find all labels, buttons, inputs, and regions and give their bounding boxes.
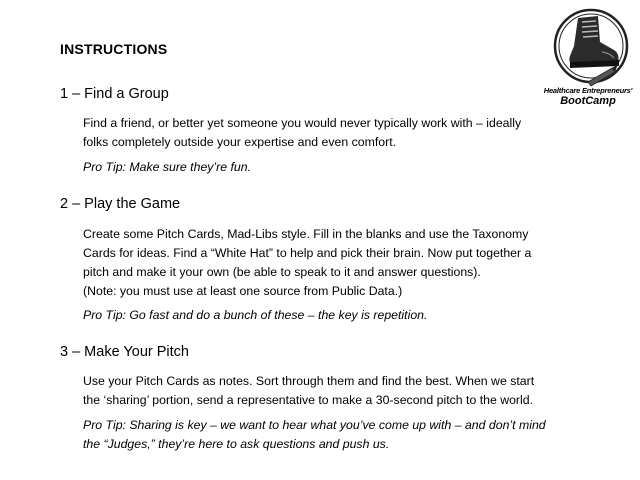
section-heading-2: 2 – Play the Game: [60, 196, 181, 212]
pro-tip-1: [83, 158, 593, 177]
body-line: the ‘sharing’ portion, send a representative to make a 30-second pitch to the world.: [83, 393, 534, 407]
body-line: folks completely outside your expertise and even comfort.: [83, 135, 397, 149]
tip-line: Pro Tip: Sharing is key – we want to hear what you’ve come up with – and don’t mind: [83, 418, 546, 432]
section-heading-3: 3 – Make Your Pitch: [60, 344, 189, 360]
tip-line: the “Judges,” they’re here to ask questions and push us.: [83, 437, 390, 451]
tip-line: Pro Tip: Make sure they’re fun.: [83, 160, 252, 174]
body-line: (Note: you must use at least one source from Public Data.): [83, 284, 403, 298]
body-line: Create some Pitch Cards, Mad-Libs style. Fill in the blanks and use the Taxonomy: [83, 227, 529, 241]
pro-tip-2: [83, 306, 593, 325]
logo-text-line1: Healthcare Entrepreneurs': [543, 86, 633, 95]
logo-text-line2: BootCamp: [560, 95, 616, 107]
tip-line: Pro Tip: Go fast and do a bunch of these – the key is repetition.: [83, 308, 428, 322]
section-body-1: [83, 114, 583, 152]
pro-tip-3: [83, 416, 603, 454]
body-line: pitch and make it your own (be able to speak to it and answer questions).: [83, 265, 481, 279]
section-body-3: [83, 372, 603, 410]
page-title: INSTRUCTIONS: [60, 41, 168, 57]
section-heading-1: 1 – Find a Group: [60, 86, 169, 102]
body-line: Use your Pitch Cards as notes. Sort through them and find the best. When we start: [83, 374, 535, 388]
section-body-2: [83, 225, 603, 301]
body-line: Find a friend, or better yet someone you would never typically work with – ideally: [83, 116, 522, 130]
body-line: Cards for ideas. Find a “White Hat” to help and pick their brain. Now put together a: [83, 246, 532, 260]
